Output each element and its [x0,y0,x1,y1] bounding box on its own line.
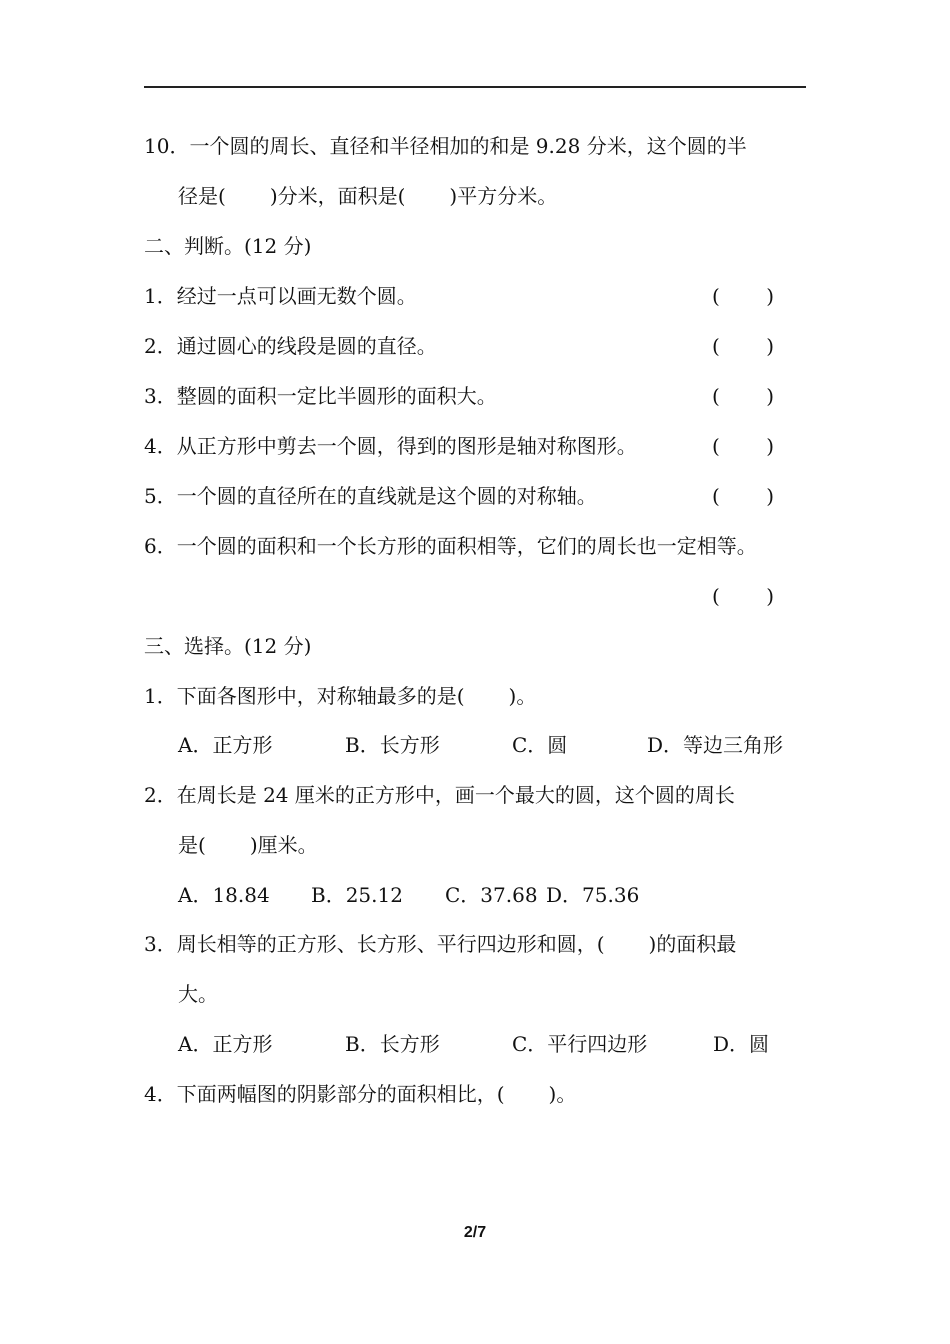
choice-q2-option-b: B．25.12 [311,883,403,907]
section3-heading: 三、选择。(12 分) [144,634,312,658]
q10-text-b: )分米，面积是( [269,184,406,208]
answer-parens: ( ) [712,334,774,358]
choice-q2-line1: 2．在周长是 24 厘米的正方形中，画一个最大的圆，这个圆的周长 [144,783,735,807]
judge-item-5: 5．一个圆的直径所在的直线就是这个圆的对称轴。 [144,484,597,508]
judge-item-3: 3．整圆的面积一定比半圆形的面积大。 [144,384,497,408]
choice-q3-line2: 大。 [178,982,218,1006]
q10-text-a: 径是( [178,184,226,208]
q10-line2 [178,181,557,211]
answer-parens: ( ) [712,584,774,608]
judge-item-1: 1．经过一点可以画无数个圆。 [144,284,417,308]
answer-parens: ( ) [712,484,774,508]
judge-item-4: 4．从正方形中剪去一个圆，得到的图形是轴对称图形。 [144,434,637,458]
choice-q2-option-d: D．75.36 [546,883,640,907]
choice-q2-option-a: A．18.84 [178,883,270,907]
choice-q1-option-c: C．圆 [512,733,568,757]
judge-item-6: 6．一个圆的面积和一个长方形的面积相等，它们的周长也一定相等。 [144,534,757,558]
answer-parens: ( ) [712,384,774,408]
choice-q3-option-d: D．圆 [713,1032,770,1056]
page-number: 2/7 [463,1224,487,1241]
answer-parens: ( ) [712,284,774,308]
choice-q1-option-d: D．等边三角形 [647,733,784,757]
choice-q2-option-c: C．37.68 [445,883,538,907]
choice-q1-option-a: A．正方形 [178,733,273,757]
q10-line1: 10．一个圆的周长、直径和半径相加的和是 9.28 分米，这个圆的半 [144,134,747,158]
answer-parens: ( ) [712,434,774,458]
q10-text-c: )平方分米。 [449,184,558,208]
judge-item-2: 2．通过圆心的线段是圆的直径。 [144,334,437,358]
choice-q4-stem: 4．下面两幅图的阴影部分的面积相比，( )。 [144,1082,577,1106]
choice-q3-option-c: C．平行四边形 [512,1032,648,1056]
choice-q1-option-b: B．长方形 [345,733,440,757]
choice-q3-line1: 3．周长相等的正方形、长方形、平行四边形和圆，( )的面积最 [144,932,737,956]
choice-q2-line2: 是( )厘米。 [178,833,318,857]
header-rule [144,86,806,88]
choice-q3-option-a: A．正方形 [178,1032,273,1056]
section2-heading: 二、判断。(12 分) [144,234,312,258]
choice-q1-stem: 1．下面各图形中，对称轴最多的是( )。 [144,684,537,708]
choice-q3-option-b: B．长方形 [345,1032,440,1056]
